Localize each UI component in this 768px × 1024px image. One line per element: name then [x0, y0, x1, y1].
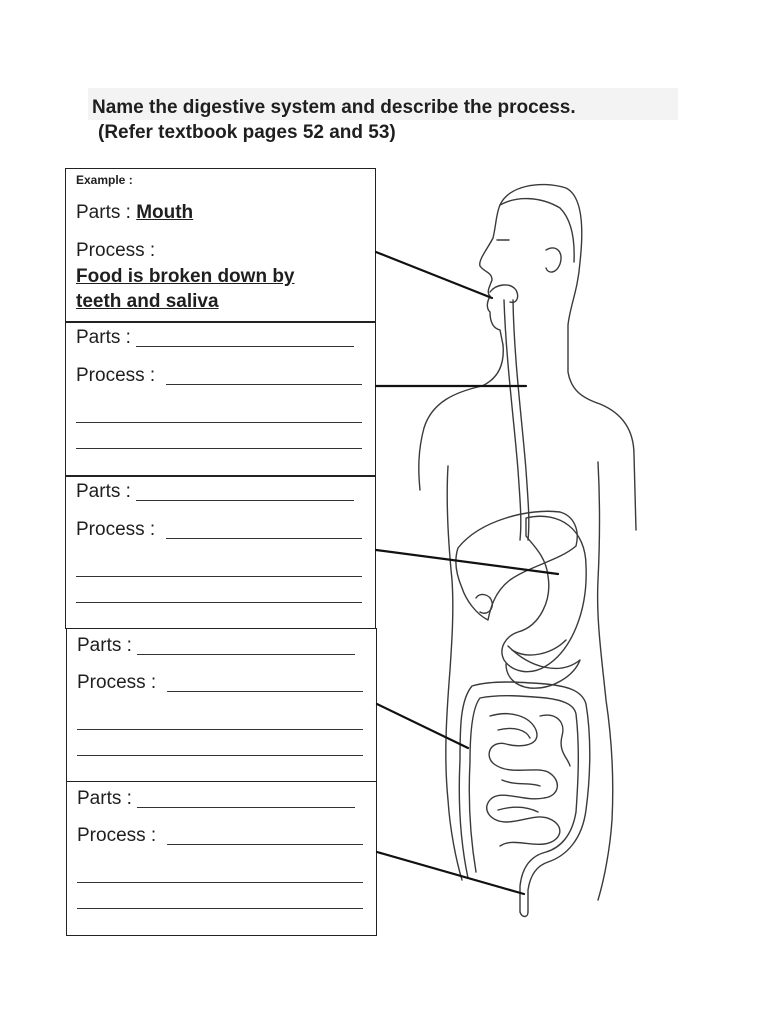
parts-label: Parts :	[77, 635, 132, 656]
liver	[456, 511, 577, 620]
process-label: Process :	[76, 519, 156, 540]
large-intestine-inner	[469, 696, 578, 912]
left-shoulder	[419, 345, 503, 490]
example-process-answer-2: teeth and saliva	[76, 291, 219, 312]
pointer-line-mouth	[376, 252, 492, 298]
parts-label: Parts :	[76, 327, 131, 348]
parts-label: Parts :	[77, 788, 132, 809]
worksheet-title: Name the digestive system and describe the process.	[92, 97, 576, 118]
example-process-answer-1: Food is broken down by	[76, 266, 295, 287]
parts-label: Parts :	[76, 481, 131, 502]
example-label: Example :	[76, 173, 133, 187]
small-intestine	[487, 714, 560, 846]
right-torso	[598, 462, 613, 900]
face-profile	[480, 205, 503, 345]
gallbladder	[476, 595, 492, 614]
head-outline	[500, 185, 636, 530]
pointer-line-large-intestine	[377, 852, 524, 894]
stomach	[502, 516, 586, 671]
example-parts-prefix: Parts :	[76, 202, 137, 223]
worksheet-reference: (Refer textbook pages 52 and 53)	[98, 122, 396, 143]
process-label: Process :	[77, 825, 157, 846]
small-intestine-2	[498, 715, 570, 812]
ear	[546, 248, 561, 272]
example-parts-answer: Mouth	[136, 202, 194, 223]
esophagus-left	[504, 300, 521, 540]
process-label: Process :	[77, 672, 157, 693]
hairline	[500, 199, 574, 262]
process-label: Process :	[76, 365, 156, 386]
pointer-line-small-intestine	[377, 704, 468, 748]
pointer-line-stomach	[376, 550, 558, 574]
esophagus-right	[513, 300, 529, 540]
large-intestine	[459, 682, 590, 912]
stomach-inner	[512, 640, 566, 655]
anus	[520, 912, 528, 917]
example-process-prefix: Process :	[76, 240, 156, 261]
